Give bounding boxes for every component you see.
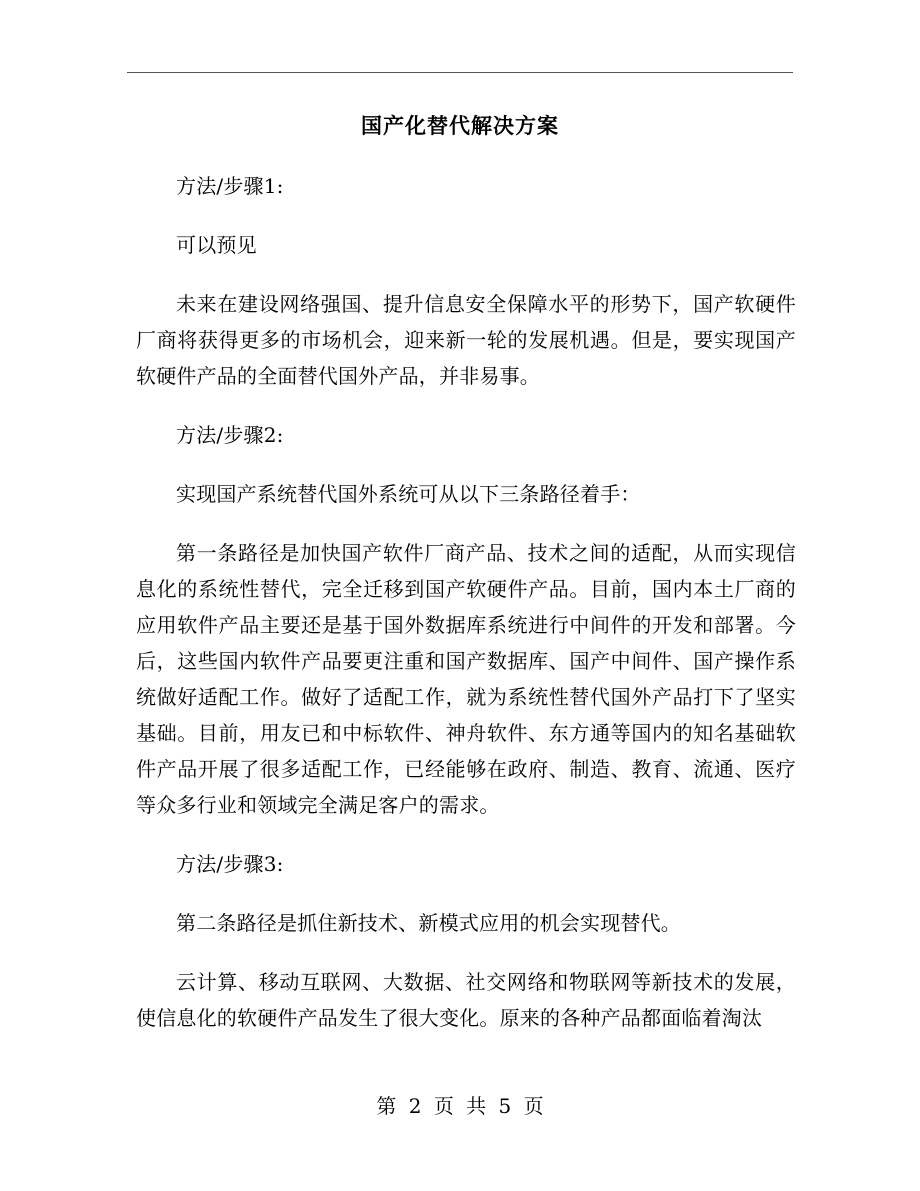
step-heading-2: 方法/步骤2: bbox=[176, 423, 284, 447]
paragraph: 实现国产系统替代国外系统可从以下三条路径着手： bbox=[176, 482, 641, 506]
paragraph: 第一条路径是加快国产软件厂商产品、技术之间的适配，从而实现信息化的系统性替代，完全迁移到国产软硬件产品。目前，国内本土厂商的应用软件产品主要还是基于国外数据库系统进行中间件的开发和部署。今后，这些国内软件产品要更注重和国产数据库、国产中间件、国产操作系统做好适配工作。做好了适配工作，就为系统性替代国外产品打下了坚实基础。目前，用友已和中标软件、神舟软件、东方通等国内的知名基础软件产品开展了很多适配工作，已经能够在政府、制造、教育、流通、医疗等众多行业和领域完全满足客户的需求。 bbox=[136, 541, 796, 817]
page-title: 国产化替代解决方案 bbox=[361, 113, 559, 138]
page-number: 第 2 页 共 5 页 bbox=[376, 1094, 544, 1118]
paragraph: 云计算、移动互联网、大数据、社交网络和物联网等新技术的发展，使信息化的软硬件产品发生了很大变化。原来的各种产品都面临着淘汰 bbox=[136, 970, 796, 1030]
paragraph: 可以预见 bbox=[176, 233, 257, 257]
document-body bbox=[136, 168, 796, 1059]
step-heading-1: 方法/步骤1: bbox=[176, 174, 284, 198]
header-rule bbox=[127, 72, 793, 73]
step-heading-3: 方法/步骤3: bbox=[176, 852, 284, 876]
paragraph: 未来在建设网络强国、提升信息安全保障水平的形势下，国产软硬件厂商将获得更多的市场机会，迎来新一轮的发展机遇。但是，要实现国产软硬件产品的全面替代国外产品，并非易事。 bbox=[136, 292, 796, 388]
paragraph: 第二条路径是抓住新技术、新模式应用的机会实现替代。 bbox=[176, 911, 681, 935]
